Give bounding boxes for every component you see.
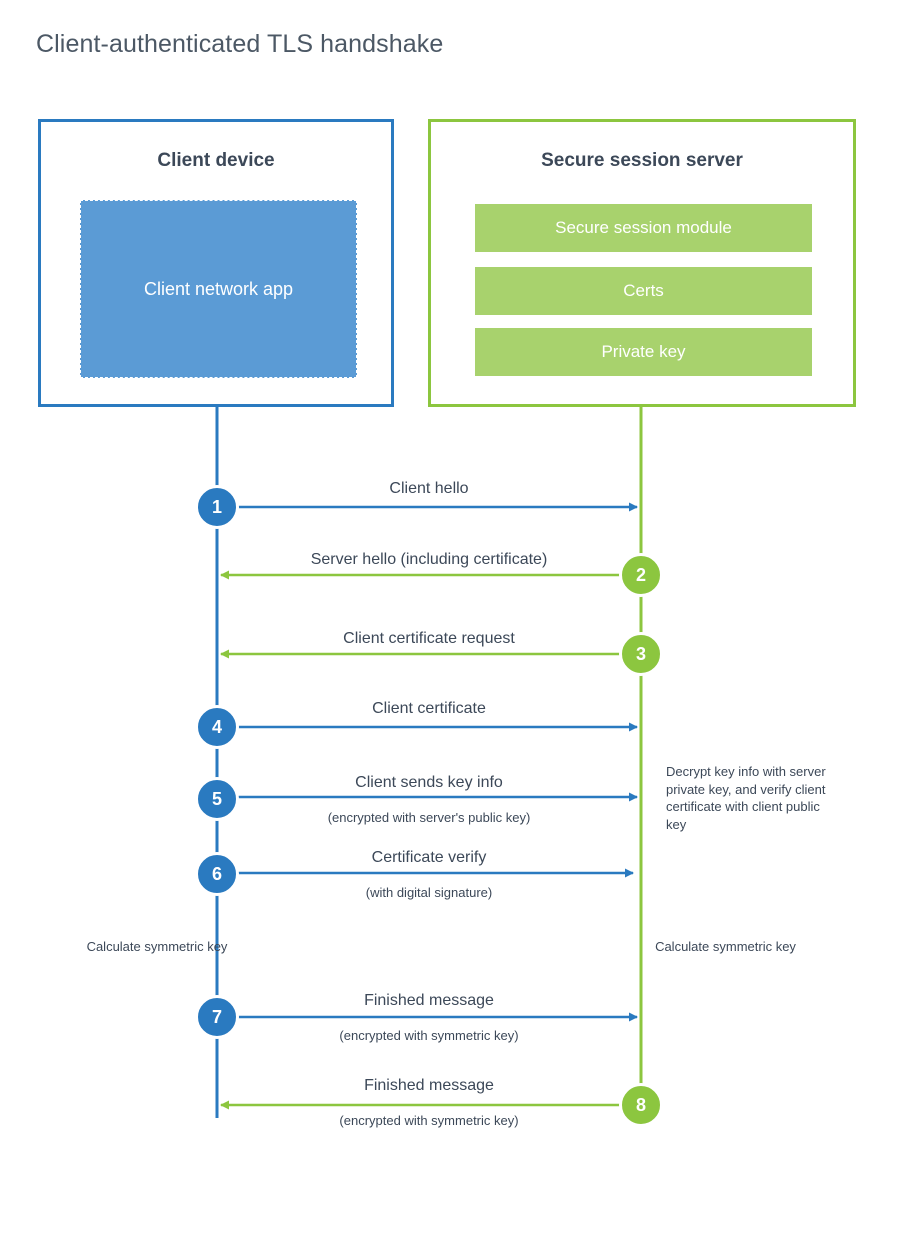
step-7-badge: 7 (195, 995, 239, 1039)
step-8-label: Finished message (364, 1077, 494, 1094)
step-3-label: Client certificate request (343, 630, 515, 647)
server-item-certs: Certs (475, 267, 812, 315)
secure-session-server-box (428, 119, 856, 407)
client-calculate-note: Calculate symmetric key (86, 939, 228, 954)
step-6-label: Certificate verify (371, 849, 487, 866)
client-device-title: Client device (157, 150, 275, 171)
step-4-label: Client certificate (372, 700, 486, 717)
step-5-sublabel: (encrypted with server's public key) (327, 810, 531, 825)
step-2-badge: 2 (619, 553, 663, 597)
client-network-app: Client network app (80, 200, 357, 378)
step-8-badge: 8 (619, 1083, 663, 1127)
step-7-sublabel: (encrypted with symmetric key) (339, 1028, 519, 1043)
step-8-sublabel: (encrypted with symmetric key) (339, 1113, 519, 1128)
step-5-label: Client sends key info (355, 774, 503, 791)
server-item-private-key: Private key (475, 328, 812, 376)
step-6-sublabel: (with digital signature) (365, 885, 493, 900)
secure-session-server-title: Secure session server (541, 150, 743, 171)
step-6-badge: 6 (195, 852, 239, 896)
page-title: Client-authenticated TLS handshake (36, 30, 444, 58)
client-device-box (38, 119, 394, 407)
server-item-secure-session-module: Secure session module (475, 204, 812, 252)
step-1-label: Client hello (389, 480, 469, 497)
step-4-badge: 4 (195, 705, 239, 749)
step-2-label: Server hello (including certificate) (310, 551, 548, 568)
step-3-badge: 3 (619, 632, 663, 676)
server-calculate-note: Calculate symmetric key (655, 939, 796, 954)
step-5-badge: 5 (195, 777, 239, 821)
step-7-label: Finished message (364, 992, 494, 1009)
step-1-badge: 1 (195, 485, 239, 529)
server-decrypt-note: Decrypt key info with server private key, and verify client certificate with client public key (666, 764, 826, 832)
